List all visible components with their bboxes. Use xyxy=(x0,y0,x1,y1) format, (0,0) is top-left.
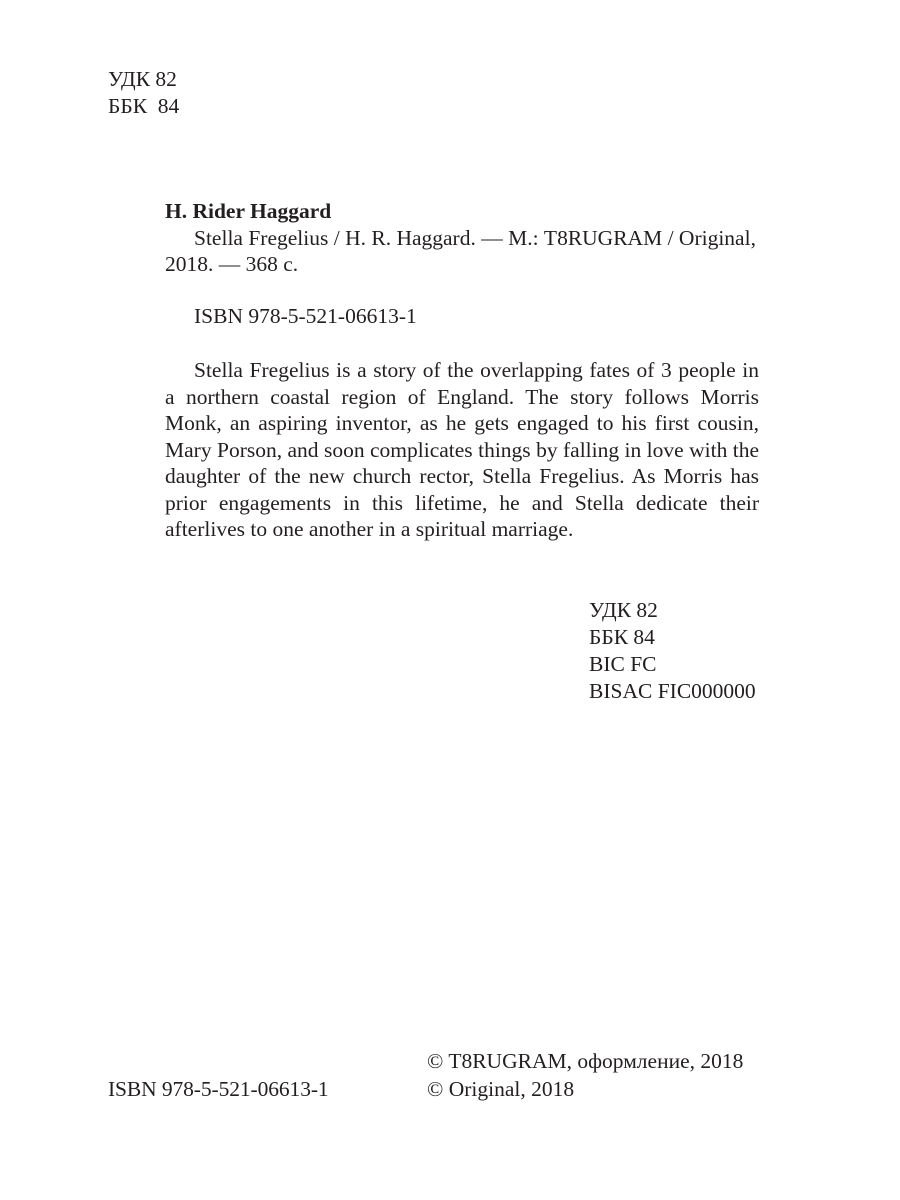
udk-code: УДК 82 xyxy=(589,598,658,622)
classification-top xyxy=(108,66,179,119)
author-name: H. Rider Haggard xyxy=(165,199,332,223)
bisac-code: BISAC FIC000000 xyxy=(589,679,756,703)
bic-code: BIC FC xyxy=(589,652,657,676)
footer-isbn: ISBN 978-5-521-06613-1 xyxy=(108,1077,329,1101)
bbk-code: ББК 84 xyxy=(108,93,180,118)
bibliographic-record xyxy=(165,198,759,278)
citation: Stella Fregelius / H. R. Haggard. — М.: T8RUGRAM / Original, 2018. — 368 с. xyxy=(165,225,756,276)
abstract-paragraph: Stella Fregelius is a story of the overlapping fates of 3 people in a northern coastal region of England. The story follows Morris Monk, an aspiring inventor, as he gets engaged to his first cousin, Mary Porson, and soon complicates things by falling in love with the daughter of the new church rector, Stella Fregelius. As Morris has prior engagements in this lifetime, he and Stella dedicate their afterlives to one another in a spiritual marriage. xyxy=(165,358,759,541)
udk-code: УДК 82 xyxy=(108,67,177,91)
copyright-block xyxy=(427,1048,743,1104)
bbk-code: ББК 84 xyxy=(589,625,655,649)
copyright-original: © Original, 2018 xyxy=(427,1077,575,1101)
copyright-design: © T8RUGRAM, оформление, 2018 xyxy=(427,1049,744,1073)
isbn-record: ISBN 978-5-521-06613-1 xyxy=(194,304,417,328)
classification-block xyxy=(589,597,756,705)
